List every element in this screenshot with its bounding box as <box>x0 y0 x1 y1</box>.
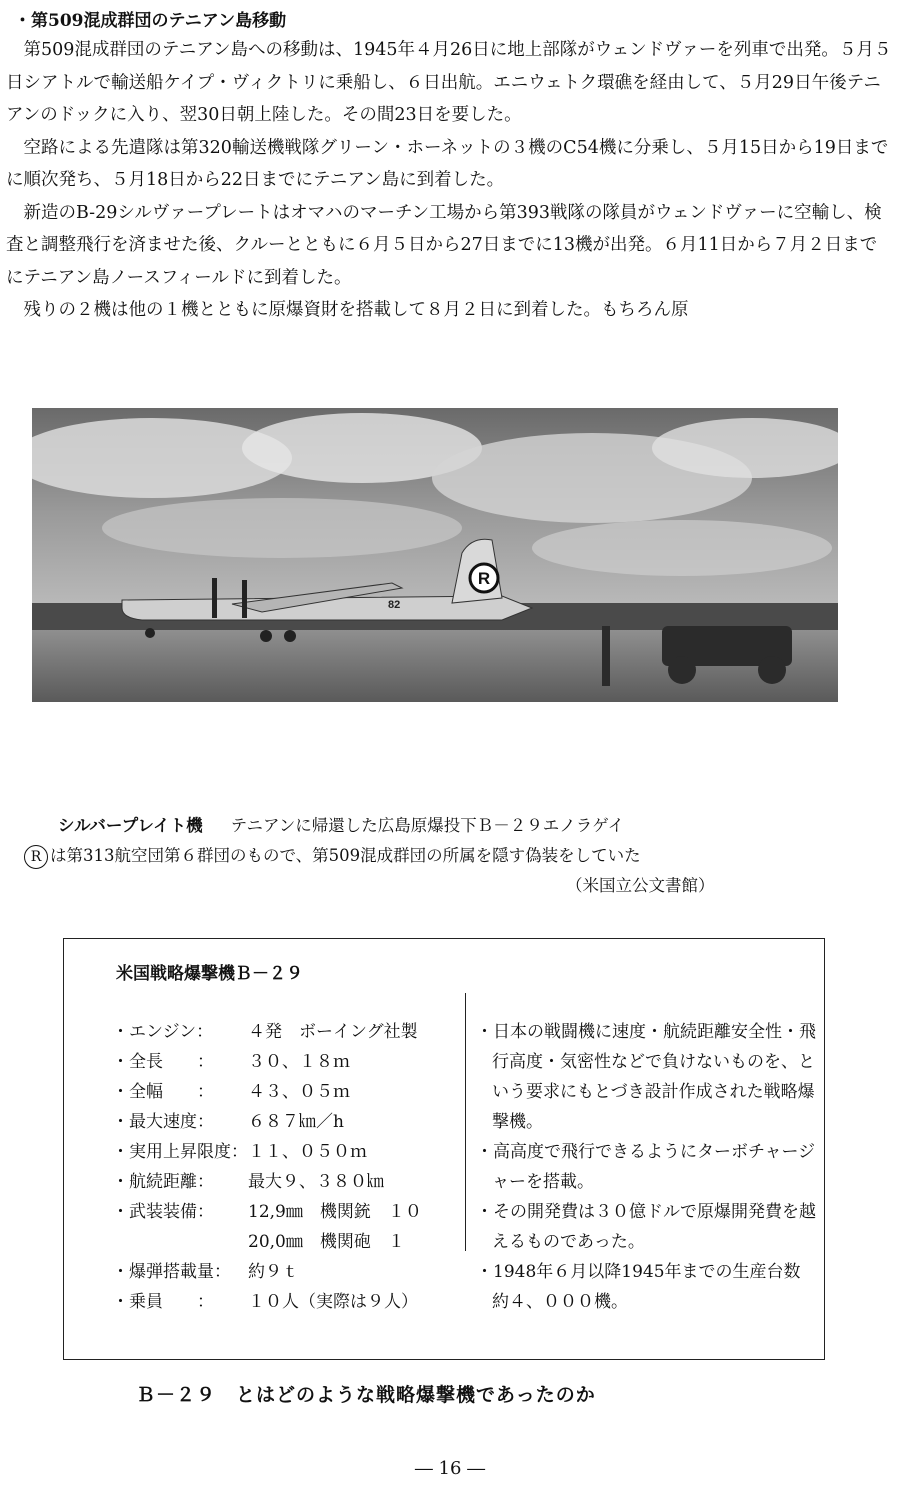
spec-note: ・日本の戦闘機に速度・航続距離安全性・飛行高度・気密性などで負けないものを、という要求にもとづき設計作成された戦略爆撃機。 <box>476 1022 816 1132</box>
spec-item: 20,0㎜ 機関砲 １ <box>248 1232 405 1252</box>
section-heading: Ｂ－２９ とはどのような戦略爆撃機であったのか <box>136 1384 596 1406</box>
photo-credit: （米国立公文書館） <box>566 876 715 895</box>
photo-caption-line2 <box>24 842 641 869</box>
spec-item: ・実用上昇限度：１１、０５０ｍ <box>112 1142 367 1162</box>
spec-note: ・高高度で飛行できるようにターボチャージャーを搭載。 <box>476 1142 816 1192</box>
spec-notes <box>476 1017 816 1317</box>
spec-list <box>112 1017 422 1317</box>
spec-title: 米国戦略爆撃機Ｂ－２９ <box>116 964 303 984</box>
spec-divider <box>465 993 466 1251</box>
paragraph: 残りの２機は他の１機とともに原爆資財を搭載して８月２日に到着した。もちろん原 <box>23 300 689 320</box>
spec-note: ・1948年６月以降1945年までの生産台数約４、０００機。 <box>476 1262 801 1312</box>
spec-note: ・その開発費は３０億ドルで原爆開発費を越えるものであった。 <box>476 1202 816 1252</box>
caption-text-1: テニアンに帰還した広島原爆投下Ｂ－２９エノラゲイ <box>230 816 625 835</box>
caption-title: シルバープレイト機 <box>58 816 203 835</box>
paragraph: 空路による先遣隊は第320輸送機戦隊グリーン・ホーネットの３機のC54機に分乗し、５月15日から19日までに順次発ち、５月18日から22日までにテニアン島に到着した。 <box>6 137 889 190</box>
spec-item: ・最大速度： ６８７㎞／h <box>112 1112 344 1132</box>
spec-item: ・武装装備： 12,9㎜ 機関銃 １０ <box>112 1202 422 1222</box>
section-title: ・第509混成群団のテニアン島移動 <box>14 11 287 31</box>
spec-item: ・航続距離： 最大９、３８０㎞ <box>112 1172 384 1192</box>
b29-photo <box>32 408 838 702</box>
fuselage-number: 82 <box>388 599 401 611</box>
circled-r-mark: R <box>24 845 48 869</box>
spec-item: ・エンジン： ４発 ボーイング社製 <box>112 1022 418 1042</box>
b29-spec-box <box>63 938 825 1360</box>
caption-text-2: は第313航空団第６群団のもので、第509混成群団の所属を隠す偽装をしていた <box>50 846 641 865</box>
paragraph: 新造のB-29シルヴァープレートはオマハのマーチン工場から第393戦隊の隊員がウェンドヴァーに空輸し、検査と調整飛行を済ませた後、クルーとともに６月５日から27日までに13機が出発。６月11日から７月２日までにテニアン島ノースフィールドに到着した。 <box>6 202 882 288</box>
spec-item: ・全長 ： ３０、１８ｍ <box>112 1052 350 1072</box>
spec-item: ・全幅 ： ４３、０５ｍ <box>112 1082 350 1102</box>
tail-letter: R <box>477 569 491 588</box>
spec-item: ・爆弾搭載量： 約９ｔ <box>112 1262 299 1282</box>
spec-item: ・乗員 ： １０人（実際は９人） <box>112 1292 418 1312</box>
paragraph: 第509混成群団のテニアン島への移動は、1945年４月26日に地上部隊がウェンドヴァーを列車で出発。５月５日シアトルで輸送船ケイプ・ヴィクトリに乗船し、６日出航。エニウェトク環礁を経由して、５月29日午後テニアンのドックに入り、翌30日朝上陸した。その間23日を要した。 <box>6 40 892 125</box>
body-text <box>6 34 892 327</box>
page-number: ― 16 ― <box>414 1458 486 1479</box>
photo-caption-line1 <box>58 812 624 836</box>
